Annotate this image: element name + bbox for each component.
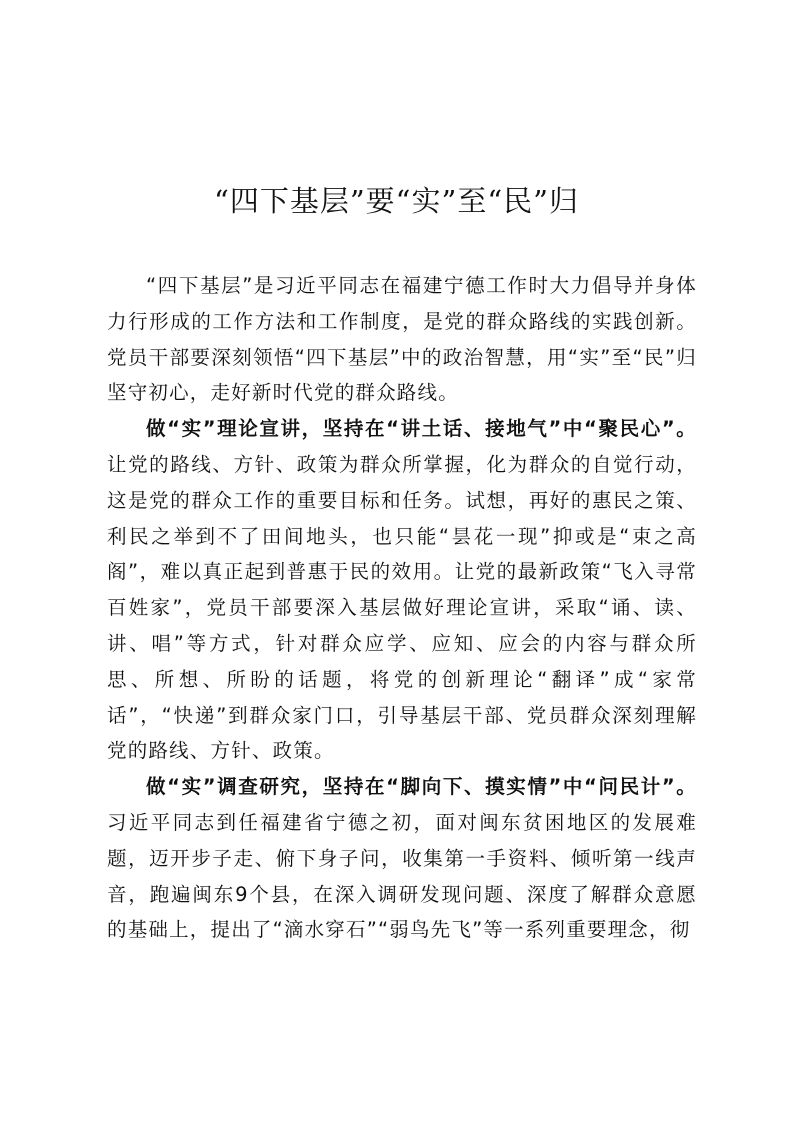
paragraph-investigation-research: [107, 769, 697, 948]
document-body: [107, 268, 697, 948]
paragraph-intro-text: “四下基层”是习近平同志在福建宁德工作时大力倡导并身体力行形成的工作方法和工作制度，是党的群众路线的实践创新。党员干部要深刻领悟“四下基层”中的政治智慧，用“实”至“民”归坚守初心，走好新时代党的群众路线。: [107, 274, 697, 405]
paragraph-theory-promotion: [107, 411, 697, 769]
paragraph-theory-promotion-heading: 做“实”理论宣讲，坚持在“讲土话、接地气”中“聚民心”。: [146, 417, 697, 441]
paragraph-investigation-research-heading: 做“实”调查研究，坚持在“脚向下、摸实情”中“问民计”。: [146, 775, 697, 799]
paragraph-intro: [107, 268, 697, 411]
document-title: “四下基层”要“实”至“民”归: [214, 184, 579, 218]
paragraph-investigation-research-text: 习近平同志到任福建省宁德之初，面对闽东贫困地区的发展难题，迈开步子走、俯下身子问，收集第一手资料、倾听第一线声音，跑遍闽东9个县，在深入调研发现问题、深度了解群众意愿的基础上，提出了“滴水穿石”“弱鸟先飞”等一系列重要理念，彻: [107, 810, 697, 942]
paragraph-theory-promotion-text: 让党的路线、方针、政策为群众所掌握，化为群众的自觉行动，这是党的群众工作的重要目标和任务。试想，再好的惠民之策、利民之举到不了田间地头，也只能“昙花一现”抑或是“束之高阁”，难以真正起到普惠于民的效用。让党的最新政策“飞入寻常百姓家”，党员干部要深入基层做好理论宣讲，采取“诵、读、讲、唱”等方式，针对群众应学、应知、应会的内容与群众所思、所想、所盼的话题，将党的创新理论“翻译”成“家常话”，“快递”到群众家门口，引导基层干部、党员群众深刻理解党的路线、方针、政策。: [107, 452, 697, 763]
